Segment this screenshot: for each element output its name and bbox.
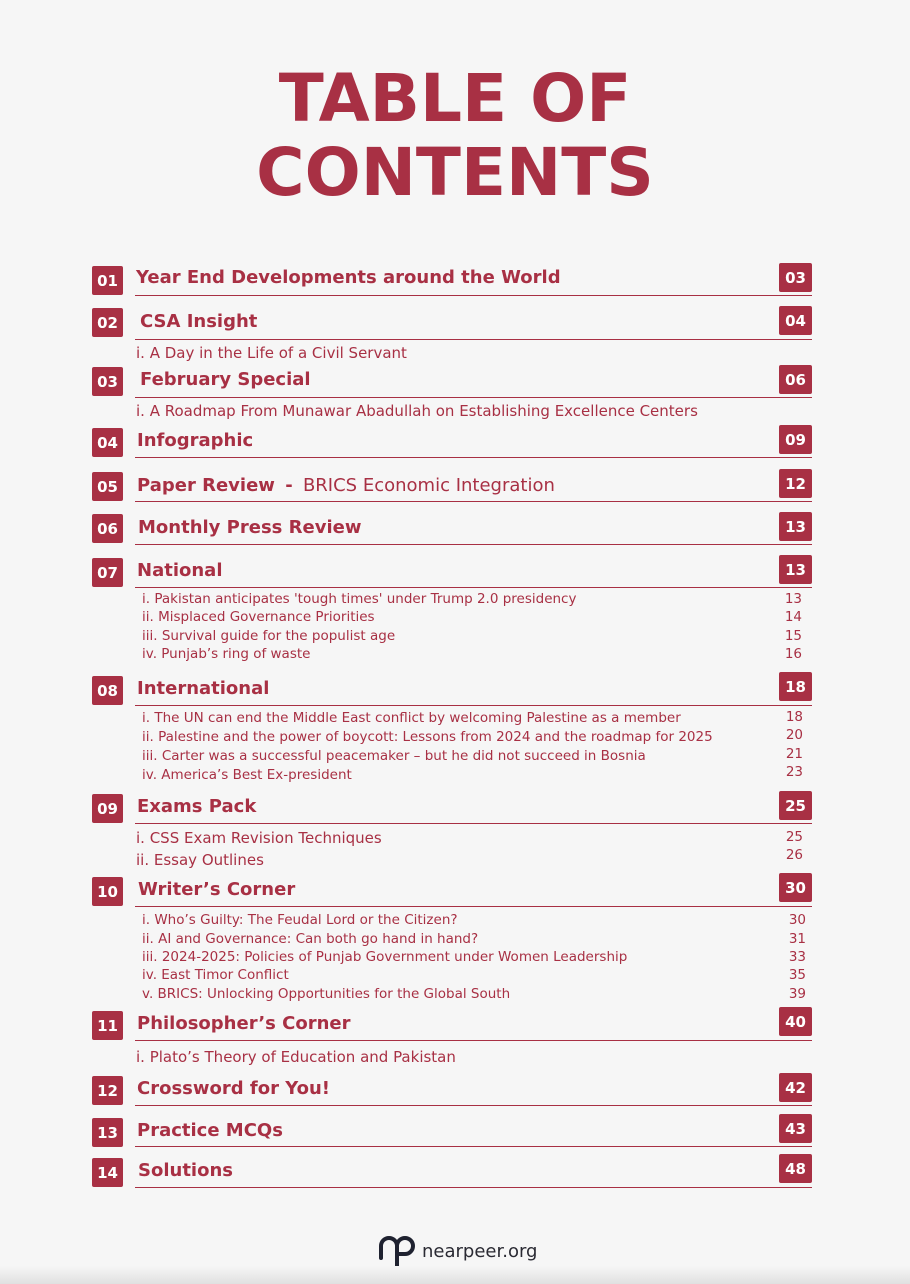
section-page: 48	[779, 1154, 812, 1183]
section-page: 40	[779, 1007, 812, 1036]
toc-section-06[interactable]	[92, 514, 812, 548]
section-page: 04	[779, 306, 812, 335]
toc-section-01[interactable]	[92, 264, 812, 298]
section-title[interactable]: Practice MCQs	[137, 1120, 283, 1141]
toc-section-07[interactable]	[92, 557, 812, 591]
section-divider	[135, 906, 812, 907]
toc-subitem[interactable]: i. The UN can end the Middle East conflict by welcoming Palestine as a member	[142, 710, 681, 726]
toc-section-04[interactable]	[92, 427, 812, 461]
section-divider	[135, 823, 812, 824]
section-title[interactable]: Exams Pack	[137, 796, 257, 817]
toc-subitem[interactable]: iv. East Timor Conflict	[142, 967, 289, 983]
section-divider	[135, 397, 812, 398]
toc-subitem-page: 31	[788, 931, 806, 947]
section-page: 06	[779, 365, 812, 394]
section-title[interactable]: February Special	[140, 369, 311, 390]
footer-brand-text[interactable]: nearpeer.org	[422, 1240, 538, 1262]
page-edge-shadow	[0, 1266, 910, 1284]
section-number: 02	[92, 308, 123, 337]
toc-subitem-page: 35	[788, 967, 806, 983]
toc-subitem[interactable]: ii. Palestine and the power of boycott: Lessons from 2024 and the roadmap for 2025	[142, 729, 713, 745]
toc-subitem-page: 21	[785, 746, 803, 762]
title-line-1: TABLE OF	[278, 60, 632, 137]
section-divider	[135, 1040, 812, 1041]
toc-subitem[interactable]: i. CSS Exam Revision Techniques	[136, 829, 382, 847]
section-divider	[135, 587, 812, 588]
toc-section-03[interactable]	[92, 367, 812, 401]
section-divider	[135, 457, 812, 458]
section-title[interactable]: Philosopher’s Corner	[137, 1013, 351, 1034]
section-title[interactable]: Monthly Press Review	[138, 517, 362, 538]
section-page: 03	[779, 263, 812, 292]
toc-subitem[interactable]: v. BRICS: Unlocking Opportunities for the Global South	[142, 986, 511, 1002]
toc-subitem-page: 23	[785, 764, 803, 780]
section-number: 03	[92, 367, 123, 396]
section-number: 12	[92, 1076, 123, 1105]
toc-section-12[interactable]	[92, 1075, 812, 1109]
section-page: 18	[779, 672, 812, 701]
toc-section-08[interactable]	[92, 675, 812, 709]
section-divider	[135, 295, 812, 296]
section-divider	[135, 705, 812, 706]
toc-subitem-page: 33	[788, 949, 806, 965]
toc-subitem-page: 16	[784, 646, 802, 662]
section-divider	[135, 339, 812, 340]
toc-item[interactable]: i. Plato’s Theory of Education and Pakistan	[136, 1048, 456, 1066]
toc-item[interactable]: i. A Day in the Life of a Civil Servant	[136, 344, 407, 362]
toc-subitem-page: 20	[785, 727, 803, 743]
section-number: 13	[92, 1118, 123, 1147]
section-title[interactable]: Infographic	[137, 430, 254, 451]
toc-subitem-page: 18	[785, 709, 803, 725]
section-number: 04	[92, 428, 123, 457]
toc-section-13[interactable]	[92, 1117, 812, 1151]
section-divider	[135, 1146, 812, 1147]
section-number: 09	[92, 794, 123, 823]
section-page: 09	[779, 425, 812, 454]
nearpeer-logo-icon	[378, 1234, 416, 1268]
section-page: 13	[779, 555, 812, 584]
section-number: 05	[92, 472, 123, 501]
section-title[interactable]: Solutions	[138, 1160, 233, 1181]
toc-subitem-page: 25	[785, 829, 803, 845]
toc-subitem[interactable]: ii. Misplaced Governance Priorities	[142, 609, 375, 625]
toc-subitem[interactable]: i. Pakistan anticipates 'tough times' under Trump 2.0 presidency	[142, 591, 577, 607]
section-divider	[135, 544, 812, 545]
section-title-main: Paper Review	[137, 475, 275, 496]
section-number: 10	[92, 877, 123, 906]
page-title	[0, 62, 910, 210]
toc-section-05[interactable]	[92, 472, 812, 506]
section-number: 08	[92, 676, 123, 705]
section-page: 13	[779, 512, 812, 541]
section-title[interactable]: Writer’s Corner	[138, 879, 296, 900]
section-title[interactable]	[137, 475, 555, 496]
section-title-dash: -	[285, 475, 293, 496]
toc-section-14[interactable]	[92, 1157, 812, 1191]
toc-subitem-page: 30	[788, 912, 806, 928]
title-line-2: CONTENTS	[256, 134, 654, 211]
footer-brand[interactable]	[378, 1234, 537, 1268]
toc-item[interactable]: i. A Roadmap From Munawar Abadullah on Establishing Excellence Centers	[136, 402, 698, 420]
toc-subitem-page: 14	[784, 609, 802, 625]
toc-section-02[interactable]	[92, 308, 812, 342]
section-title[interactable]: Crossword for You!	[137, 1078, 331, 1099]
section-number: 01	[92, 266, 123, 295]
toc-subitem[interactable]: ii. AI and Governance: Can both go hand in hand?	[142, 931, 479, 947]
section-subtitle: BRICS Economic Integration	[302, 475, 555, 496]
toc-subitem[interactable]: ii. Essay Outlines	[136, 851, 264, 869]
section-title[interactable]: Year End Developments around the World	[136, 267, 561, 288]
section-page: 25	[779, 791, 812, 820]
toc-subitem-page: 39	[788, 986, 806, 1002]
section-page: 12	[779, 469, 812, 498]
toc-subitem[interactable]: iii. Carter was a successful peacemaker – but he did not succeed in Bosnia	[142, 748, 646, 764]
toc-subitem[interactable]: i. Who’s Guilty: The Feudal Lord or the Citizen?	[142, 912, 458, 928]
section-divider	[135, 501, 812, 502]
section-divider	[135, 1105, 812, 1106]
section-number: 06	[92, 514, 123, 543]
toc-subitem[interactable]: iv. Punjab’s ring of waste	[142, 646, 311, 662]
section-title[interactable]: International	[137, 678, 270, 699]
section-title[interactable]: National	[137, 560, 223, 581]
toc-subitem-page: 15	[784, 628, 802, 644]
toc-subitem-page: 13	[784, 591, 802, 607]
section-page: 30	[779, 873, 812, 902]
section-number: 11	[92, 1011, 123, 1040]
toc-subitem[interactable]: iv. America’s Best Ex-president	[142, 767, 352, 783]
toc-section-10[interactable]	[92, 876, 812, 910]
section-title[interactable]: CSA Insight	[140, 311, 258, 332]
section-divider	[135, 1187, 812, 1188]
section-number: 14	[92, 1158, 123, 1187]
section-page: 43	[779, 1114, 812, 1143]
toc-section-11[interactable]	[92, 1010, 812, 1044]
toc-subitem-page: 26	[785, 847, 803, 863]
section-page: 42	[779, 1073, 812, 1102]
toc-section-09[interactable]	[92, 793, 812, 827]
toc-subitem[interactable]: iii. Survival guide for the populist age	[142, 628, 396, 644]
section-number: 07	[92, 558, 123, 587]
toc-subitem[interactable]: iii. 2024-2025: Policies of Punjab Government under Women Leadership	[142, 949, 628, 965]
